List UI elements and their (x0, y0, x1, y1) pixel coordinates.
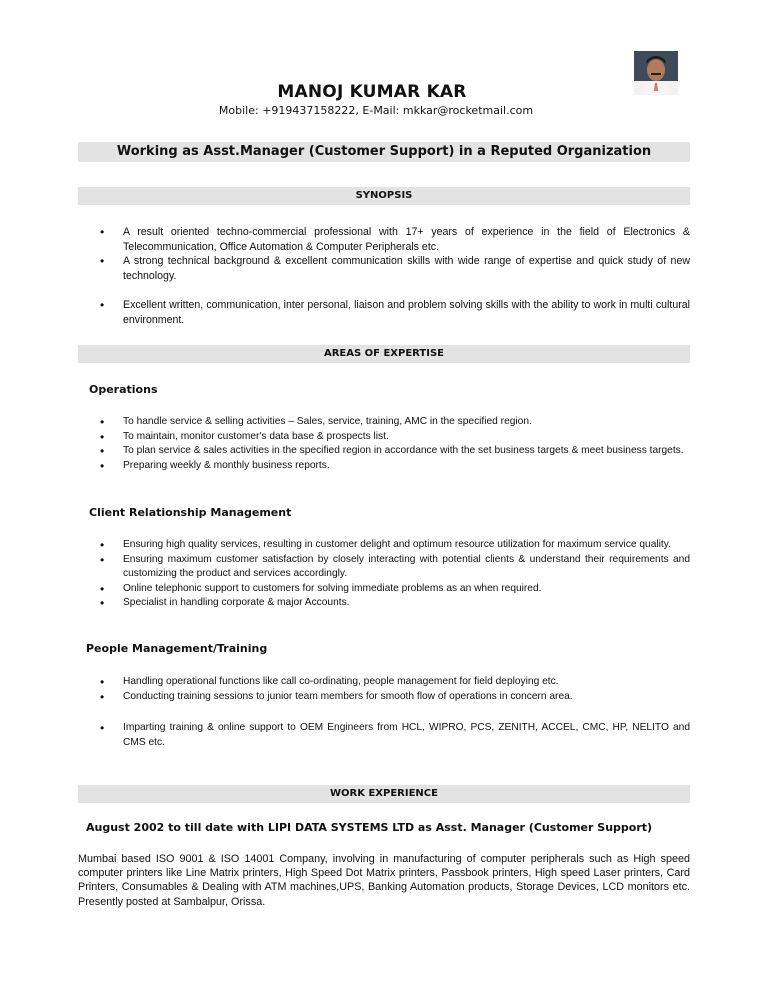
operations-item: • Preparing weekly & monthly business reports. (96, 459, 690, 474)
operations-item: • To handle service & selling activities – Sales, service, training, AMC in the specified region. (96, 415, 690, 430)
crm-item: • Ensuring high quality services, resulting in customer delight and optimum resource utilization for maximum service quality. (96, 538, 690, 553)
headline-band: Working as Asst.Manager (Customer Support) in a Reputed Organization (78, 142, 690, 162)
people-management-item: • Imparting training & online support to OEM Engineers from HCL, WIPRO, PCS, ZENITH, ACCEL, CMC, HP, NELITO and CMS etc. (96, 721, 690, 750)
contact-line (0, 104, 768, 117)
synopsis-list (96, 225, 690, 327)
people-management-item: • Conducting training sessions to junior team members for smooth flow of operations in concern area. (96, 690, 690, 705)
synopsis-heading: SYNOPSIS (78, 187, 690, 205)
candidate-name (0, 82, 768, 102)
operations-item: • To maintain, monitor customer's data base & prospects list. (96, 430, 690, 445)
operations-list (96, 415, 690, 473)
contact-text: Mobile: +919437158222, E-Mail: mkkar@rocketmail.com (218, 104, 534, 117)
name-text: MANOJ KUMAR KAR (277, 82, 467, 102)
job-title-line: August 2002 to till date with LIPI DATA SYSTEMS LTD as Asst. Manager (Customer Support) (86, 821, 653, 834)
crm-list (96, 538, 690, 611)
operations-item: • To plan service & sales activities in the specified region in accordance with the set business targets & meet business targets. (96, 444, 690, 459)
synopsis-item: • A strong technical background & excellent communication skills with wide range of expertise and quick study of new technology. (96, 254, 690, 283)
crm-item: • Online telephonic support to customers for solving immediate problems as an when required. (96, 582, 690, 597)
crm-heading: Client Relationship Management (89, 506, 292, 519)
crm-item: • Ensuring maximum customer satisfaction by closely interacting with potential clients & understand their requirements and customizing the product and services accordingly. (96, 553, 690, 582)
work-experience-heading: WORK EXPERIENCE (78, 785, 690, 803)
job-description: Mumbai based ISO 9001 & ISO 14001 Company, involving in manufacturing of computer peripherals such as High speed computer printers like Line Matrix printers, High Speed Dot Matrix printers, Passbook printers, High speed Laser printers, Card Printers, Consumables & Dealing with ATM machines,UPS, Banking Automation products, Storage Devices, LCD monitors etc. Presently posted at Sambalpur, Orissa. (78, 853, 690, 908)
people-management-list (96, 675, 690, 750)
people-management-item: • Handling operational functions like call co-ordinating, people management for field deploying etc. (96, 675, 690, 690)
expertise-heading: AREAS OF EXPERTISE (78, 345, 690, 363)
operations-heading: Operations (89, 383, 158, 396)
synopsis-item: • A result oriented techno-commercial professional with 17+ years of experience in the field of Electronics & Telecommunication, Office Automation & Computer Peripherals etc. (96, 225, 690, 254)
crm-item: • Specialist in handling corporate & major Accounts. (96, 596, 690, 611)
people-management-heading: People Management/Training (86, 642, 268, 655)
synopsis-item: • Excellent written, communication, inter personal, liaison and problem solving skills with the ability to work in multi cultural environment. (96, 298, 690, 327)
